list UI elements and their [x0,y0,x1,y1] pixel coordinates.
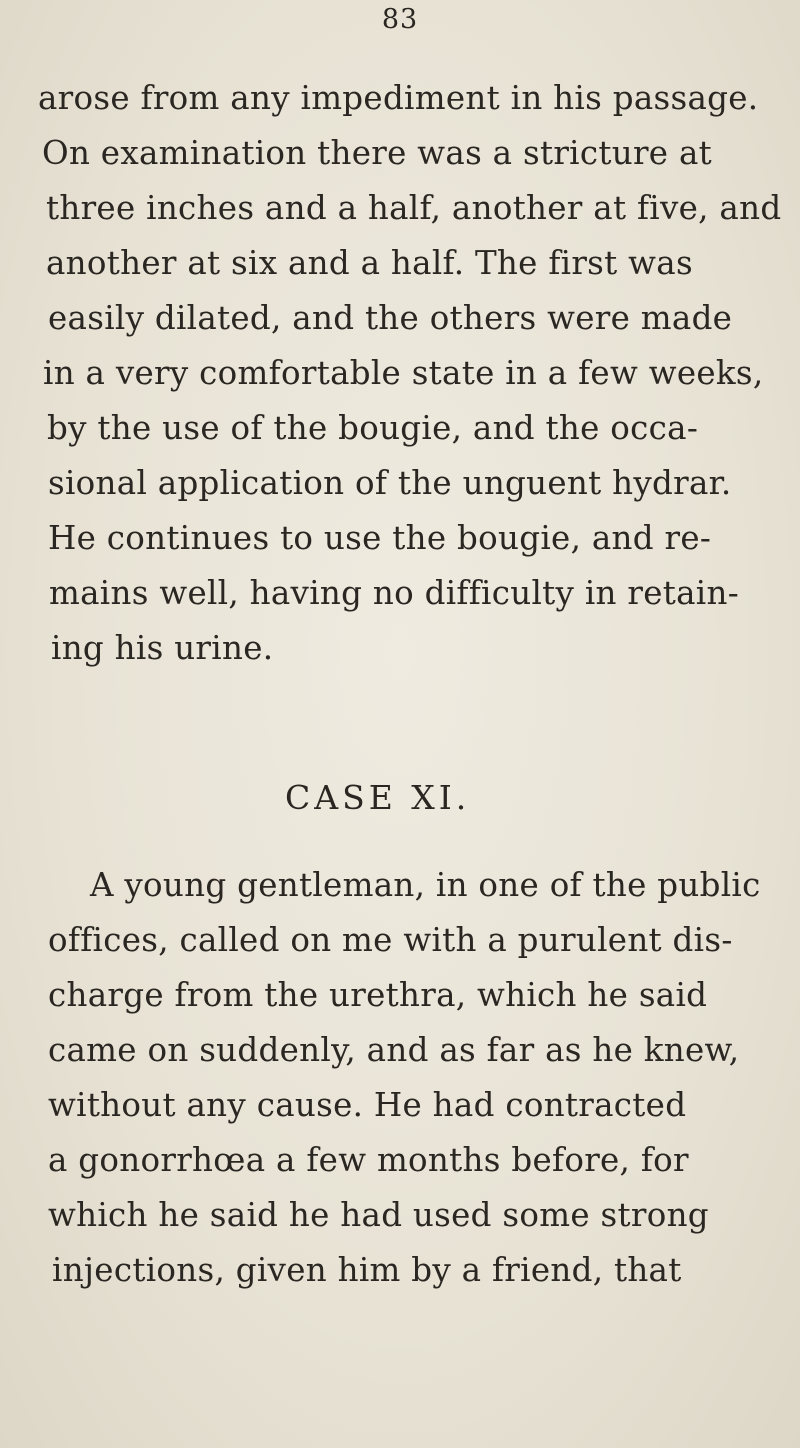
text-line: A young gentleman, in one of the public [90,866,761,904]
text-line: by the use of the bougie, and the occa- [47,409,699,447]
page-number: 83 [381,4,419,35]
text-line: another at six and a half. The first was [46,244,693,282]
text-line: easily dilated, and the others were made [48,299,733,337]
text-line: offices, called on me with a purulent dis- [48,921,733,959]
text-line: which he said he had used some strong [48,1196,709,1234]
text-line: mains well, having no difficulty in retain- [49,574,739,612]
text-line: charge from the urethra, which he said [48,976,708,1014]
text-line: came on suddenly, and as far as he knew, [48,1031,740,1069]
text-line: three inches and a half, another at five, and [46,189,782,227]
text-line: He continues to use the bougie, and re- [48,519,712,557]
text-line: sional application of the unguent hydrar. [48,464,732,502]
case-heading: CASE XI. [285,778,471,817]
text-line: On examination there was a stricture at [42,134,712,172]
text-line: arose from any impediment in his passage. [38,79,759,117]
text-line: without any cause. He had contracted [48,1086,687,1124]
text-line: ing his urine. [51,629,274,667]
text-line: injections, given him by a friend, that [52,1251,682,1289]
text-line: a gonorrhœa a few months before, for [48,1141,689,1179]
text-line: in a very comfortable state in a few weeks, [43,354,764,392]
